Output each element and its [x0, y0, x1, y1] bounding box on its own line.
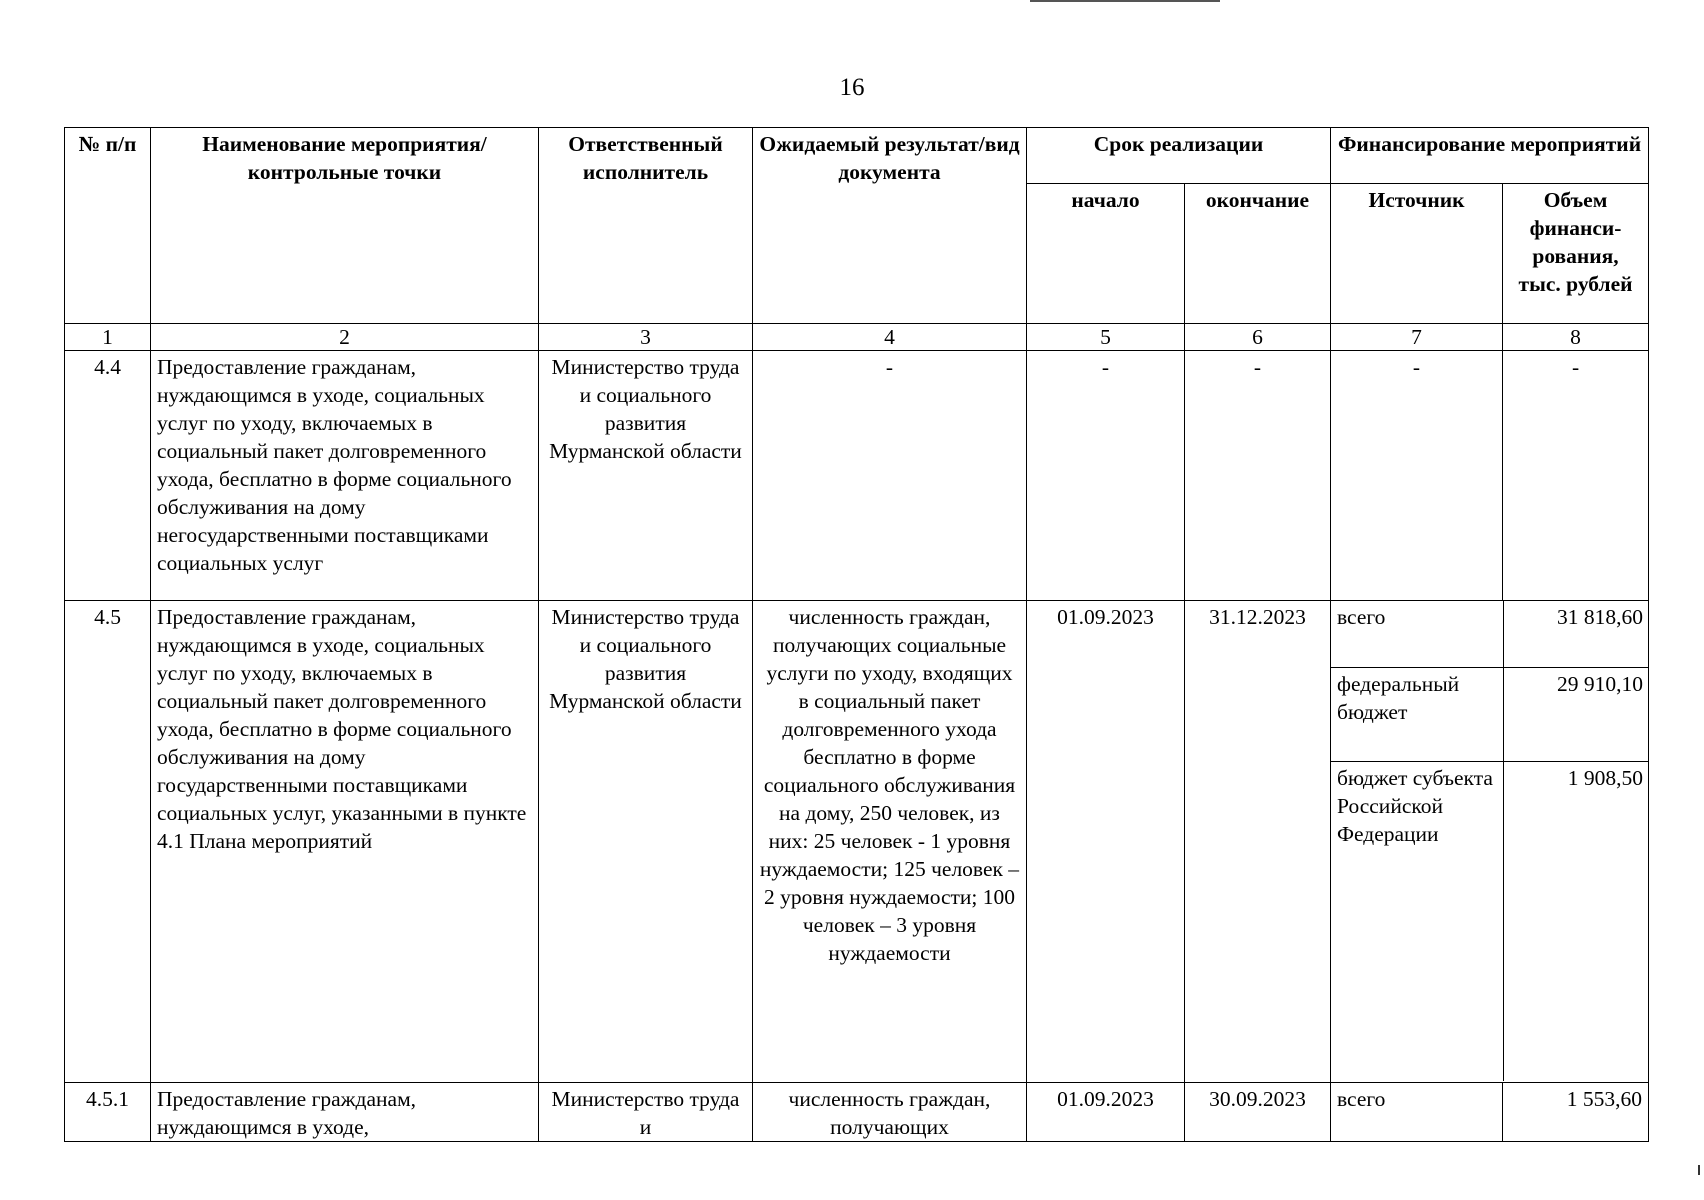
- row-end: 30.09.2023: [1185, 1083, 1331, 1142]
- row-source: -: [1331, 351, 1503, 601]
- row-volume: 1 553,60: [1503, 1083, 1649, 1142]
- row-result: -: [753, 351, 1027, 601]
- table-row: [65, 601, 1649, 1083]
- row-source: всего: [1331, 1083, 1503, 1142]
- row-num: 4.5: [65, 601, 151, 1083]
- row-end: 31.12.2023: [1185, 601, 1331, 1083]
- page-number: 16: [839, 74, 865, 101]
- financing-volume: 31 818,60: [1503, 601, 1649, 667]
- row-result: численность граждан, получающих социальные услуги по уходу, входящих в социальный пакет долговременного ухода бесплатно в форме социального обслуживания на дому, 250 человек, из них: 25 человек - 1 уровня нуждаемости; 125 человек – 2 уровня нуждаемости; 100 человек – 3 уровня нуждаемости: [753, 601, 1027, 1083]
- row-end: -: [1185, 351, 1331, 601]
- header-num: № п/п: [65, 128, 151, 324]
- column-number: 8: [1503, 324, 1649, 351]
- row-num: 4.5.1: [65, 1083, 151, 1142]
- row-result: численность граждан, получающих: [753, 1083, 1027, 1142]
- header-row-1: [65, 128, 1649, 184]
- financing-source: федеральный бюджет: [1331, 667, 1503, 761]
- header-term: Срок реализации: [1027, 128, 1331, 184]
- financing-source: бюджет субъекта Российской Федерации: [1331, 761, 1503, 1081]
- row-responsible: Министерство труда и социального развития Мурманской области: [539, 351, 753, 601]
- row-num: 4.4: [65, 351, 151, 601]
- financing-line: [1331, 761, 1649, 1081]
- plan-table: [64, 127, 1649, 1142]
- financing-line: [1331, 601, 1649, 667]
- row-responsible: Министерство труда и: [539, 1083, 753, 1142]
- financing-breakdown: [1331, 601, 1649, 1081]
- column-number: 6: [1185, 324, 1331, 351]
- column-number: 3: [539, 324, 753, 351]
- top-rule: [1030, 0, 1220, 2]
- column-number: 2: [151, 324, 539, 351]
- column-number: 1: [65, 324, 151, 351]
- column-number: 5: [1027, 324, 1185, 351]
- financing-line: [1331, 667, 1649, 761]
- row-start: 01.09.2023: [1027, 601, 1185, 1083]
- margin-mark: [1698, 1165, 1700, 1175]
- header-volume: Объем финанси-рования, тыс. рублей: [1503, 184, 1649, 324]
- row-start: -: [1027, 351, 1185, 601]
- header-term-start: начало: [1027, 184, 1185, 324]
- row-start: 01.09.2023: [1027, 1083, 1185, 1142]
- row-name: Предоставление гражданам, нуждающимся в уходе, социальных услуг по уходу, включаемых в социальный пакет долговременного ухода, бесплатно в форме социального обслуживания на дому негосударственными поставщиками социальных услуг: [151, 351, 539, 601]
- financing-volume: 1 908,50: [1503, 761, 1649, 1081]
- header-result: Ожидаемый результат/вид документа: [753, 128, 1027, 324]
- row-volume: -: [1503, 351, 1649, 601]
- row-name: Предоставление гражданам, нуждающимся в уходе,: [151, 1083, 539, 1142]
- header-name: Наименование мероприятия/ контрольные точки: [151, 128, 539, 324]
- table-row: [65, 1083, 1649, 1142]
- row-name: Предоставление гражданам, нуждающимся в уходе, социальных услуг по уходу, включаемых в социальный пакет долговременного ухода, бесплатно в форме социального обслуживания на дому государственными поставщиками социальных услуг, указанными в пункте 4.1 Плана мероприятий: [151, 601, 539, 1083]
- financing-source: всего: [1331, 601, 1503, 667]
- header-responsible: Ответственный исполнитель: [539, 128, 753, 324]
- header-term-end: окончание: [1185, 184, 1331, 324]
- column-numbers-row: [65, 324, 1649, 351]
- column-number: 7: [1331, 324, 1503, 351]
- row-responsible: Министерство труда и социального развития Мурманской области: [539, 601, 753, 1083]
- table-row: [65, 351, 1649, 601]
- header-source: Источник: [1331, 184, 1503, 324]
- column-number: 4: [753, 324, 1027, 351]
- financing-cell: [1331, 601, 1649, 1083]
- header-financing: Финансирование мероприятий: [1331, 128, 1649, 184]
- financing-volume: 29 910,10: [1503, 667, 1649, 761]
